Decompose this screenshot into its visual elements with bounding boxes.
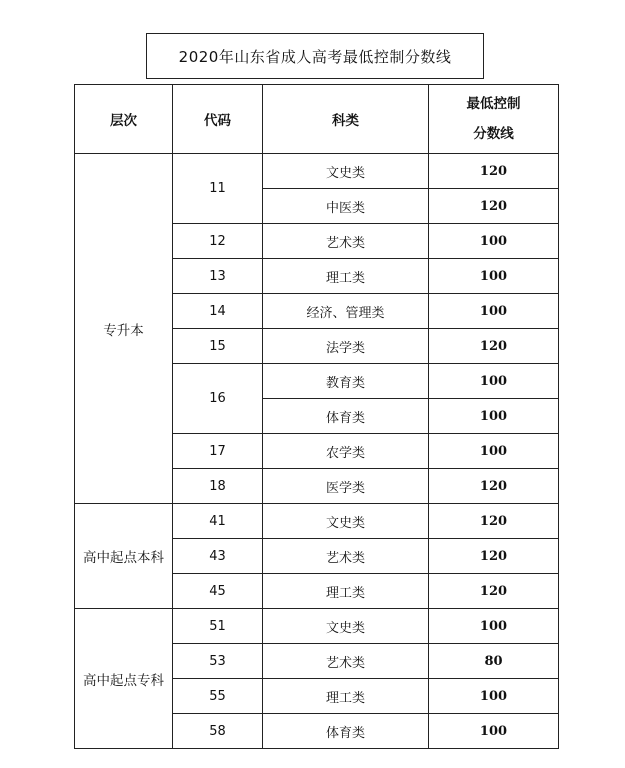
score-cell: 80: [429, 644, 559, 679]
header-score-line2: 分数线: [473, 126, 514, 142]
subject-cell: 农学类: [263, 434, 429, 469]
header-subject: 科类: [263, 85, 429, 154]
header-score: [429, 85, 559, 154]
code-cell: 41: [173, 504, 263, 539]
subject-cell: 艺术类: [263, 224, 429, 259]
code-cell: 18: [173, 469, 263, 504]
subject-cell: 文史类: [263, 504, 429, 539]
table-title-text: 2020年山东省成人高考最低控制分数线: [178, 47, 452, 66]
subject-cell: 法学类: [263, 329, 429, 364]
code-cell: 45: [173, 574, 263, 609]
score-cell: 100: [429, 364, 559, 399]
code-cell: 11: [173, 154, 263, 224]
subject-cell: 体育类: [263, 399, 429, 434]
code-cell: 16: [173, 364, 263, 434]
score-cell: 100: [429, 714, 559, 749]
score-cell: 100: [429, 399, 559, 434]
score-cell: 100: [429, 294, 559, 329]
table-row: [75, 154, 559, 189]
subject-cell: 中医类: [263, 189, 429, 224]
subject-cell: 理工类: [263, 574, 429, 609]
code-cell: 51: [173, 609, 263, 644]
header-score-line1: 最低控制: [466, 96, 521, 112]
score-cell: 120: [429, 574, 559, 609]
header-code: 代码: [173, 85, 263, 154]
level-cell-zsb: 专升本: [75, 154, 173, 504]
code-cell: 17: [173, 434, 263, 469]
table-row: [75, 609, 559, 644]
table-title: [146, 33, 484, 79]
table-row: [75, 504, 559, 539]
subject-cell: 体育类: [263, 714, 429, 749]
score-cell: 120: [429, 539, 559, 574]
score-cell: 100: [429, 609, 559, 644]
score-table: [74, 84, 559, 749]
score-cell: 120: [429, 469, 559, 504]
score-cell: 120: [429, 329, 559, 364]
subject-cell: 文史类: [263, 609, 429, 644]
table-header-row: [75, 85, 559, 154]
score-cell: 120: [429, 189, 559, 224]
code-cell: 53: [173, 644, 263, 679]
subject-cell: 理工类: [263, 259, 429, 294]
score-cell: 100: [429, 259, 559, 294]
code-cell: 14: [173, 294, 263, 329]
score-cell: 120: [429, 504, 559, 539]
header-level: 层次: [75, 85, 173, 154]
code-cell: 55: [173, 679, 263, 714]
level-cell-gqz: 高中起点专科: [75, 609, 173, 749]
score-cell: 100: [429, 224, 559, 259]
subject-cell: 医学类: [263, 469, 429, 504]
subject-cell: 文史类: [263, 154, 429, 189]
code-cell: 15: [173, 329, 263, 364]
subject-cell: 艺术类: [263, 539, 429, 574]
subject-cell: 理工类: [263, 679, 429, 714]
level-cell-gqb: 高中起点本科: [75, 504, 173, 609]
subject-cell: 艺术类: [263, 644, 429, 679]
code-cell: 58: [173, 714, 263, 749]
code-cell: 13: [173, 259, 263, 294]
score-cell: 120: [429, 154, 559, 189]
code-cell: 43: [173, 539, 263, 574]
subject-cell: 教育类: [263, 364, 429, 399]
code-cell: 12: [173, 224, 263, 259]
subject-cell: 经济、管理类: [263, 294, 429, 329]
score-cell: 100: [429, 679, 559, 714]
score-cell: 100: [429, 434, 559, 469]
